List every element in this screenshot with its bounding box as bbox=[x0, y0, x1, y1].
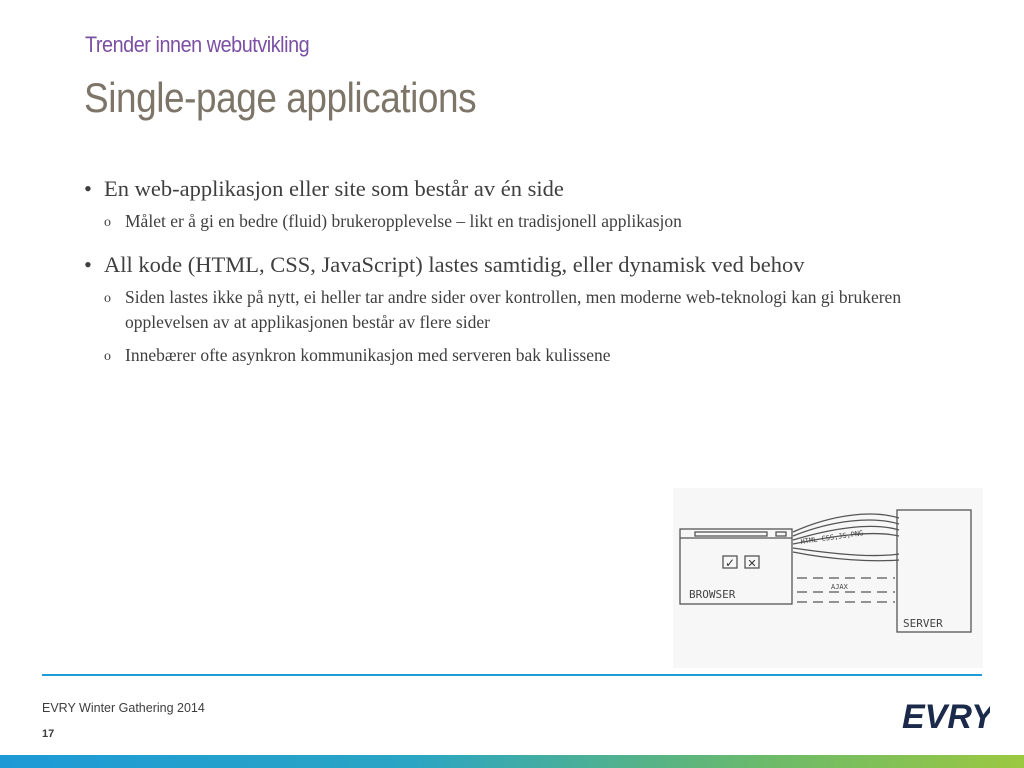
bottom-gradient-bar bbox=[0, 755, 1024, 768]
spa-diagram-sketch bbox=[673, 488, 983, 668]
server-box-icon bbox=[897, 510, 971, 632]
evry-logo-text: EVRY bbox=[902, 698, 990, 736]
bullet-2-sub-2-text: Innebærer ofte asynkron kommunikasjon med serveren bak kulissene bbox=[125, 345, 611, 365]
slide-body bbox=[84, 174, 904, 376]
sub-bullet-circle-icon: o bbox=[104, 349, 111, 364]
sub-bullet-circle-icon: o bbox=[104, 215, 111, 230]
browser-label: BROWSER bbox=[689, 588, 736, 601]
page-number: 17 bbox=[42, 728, 55, 740]
bullet-dot-icon: • bbox=[84, 252, 92, 277]
payload-label: HTML CSS,JS,PNG bbox=[800, 529, 864, 546]
bullet-2-sub-1 bbox=[84, 285, 904, 335]
sub-bullet-circle-icon: o bbox=[104, 291, 111, 306]
slide-title: Single-page applications bbox=[84, 74, 477, 121]
bullet-2-sub-1-text: Siden lastes ikke på nytt, ei heller tar andre sider over kontrollen, men moderne web-teknologi kan gi brukeren opplevelsen av at applikasjonen består av flere sider bbox=[125, 287, 902, 332]
bullet-2 bbox=[84, 250, 904, 279]
footer-divider bbox=[42, 674, 982, 676]
bullet-2-text: All kode (HTML, CSS, JavaScript) lastes samtidig, eller dynamisk ved behov bbox=[104, 252, 805, 277]
check-glyph: ✓ bbox=[724, 556, 736, 570]
evry-logo-icon bbox=[900, 694, 990, 742]
bullet-1-text: En web-applikasjon eller site som består av én side bbox=[104, 176, 564, 201]
footer-event: EVRY Winter Gathering 2014 bbox=[42, 701, 205, 715]
cross-glyph: ✕ bbox=[747, 557, 757, 570]
slide-subtitle: Trender innen webutvikling bbox=[85, 32, 310, 57]
ajax-label: AJAX bbox=[831, 583, 848, 591]
spa-diagram-svg bbox=[673, 488, 983, 668]
bullet-1-sub-1-text: Målet er å gi en bedre (fluid) brukeropplevelse – likt en tradisjonell applikasjon bbox=[125, 211, 682, 231]
server-label: SERVER bbox=[903, 617, 943, 630]
bullet-dot-icon: • bbox=[84, 176, 92, 201]
bullet-2-sub-2 bbox=[84, 343, 904, 368]
bullet-1 bbox=[84, 174, 904, 203]
bullet-1-sub-1 bbox=[84, 209, 904, 234]
evry-logo bbox=[900, 694, 990, 742]
